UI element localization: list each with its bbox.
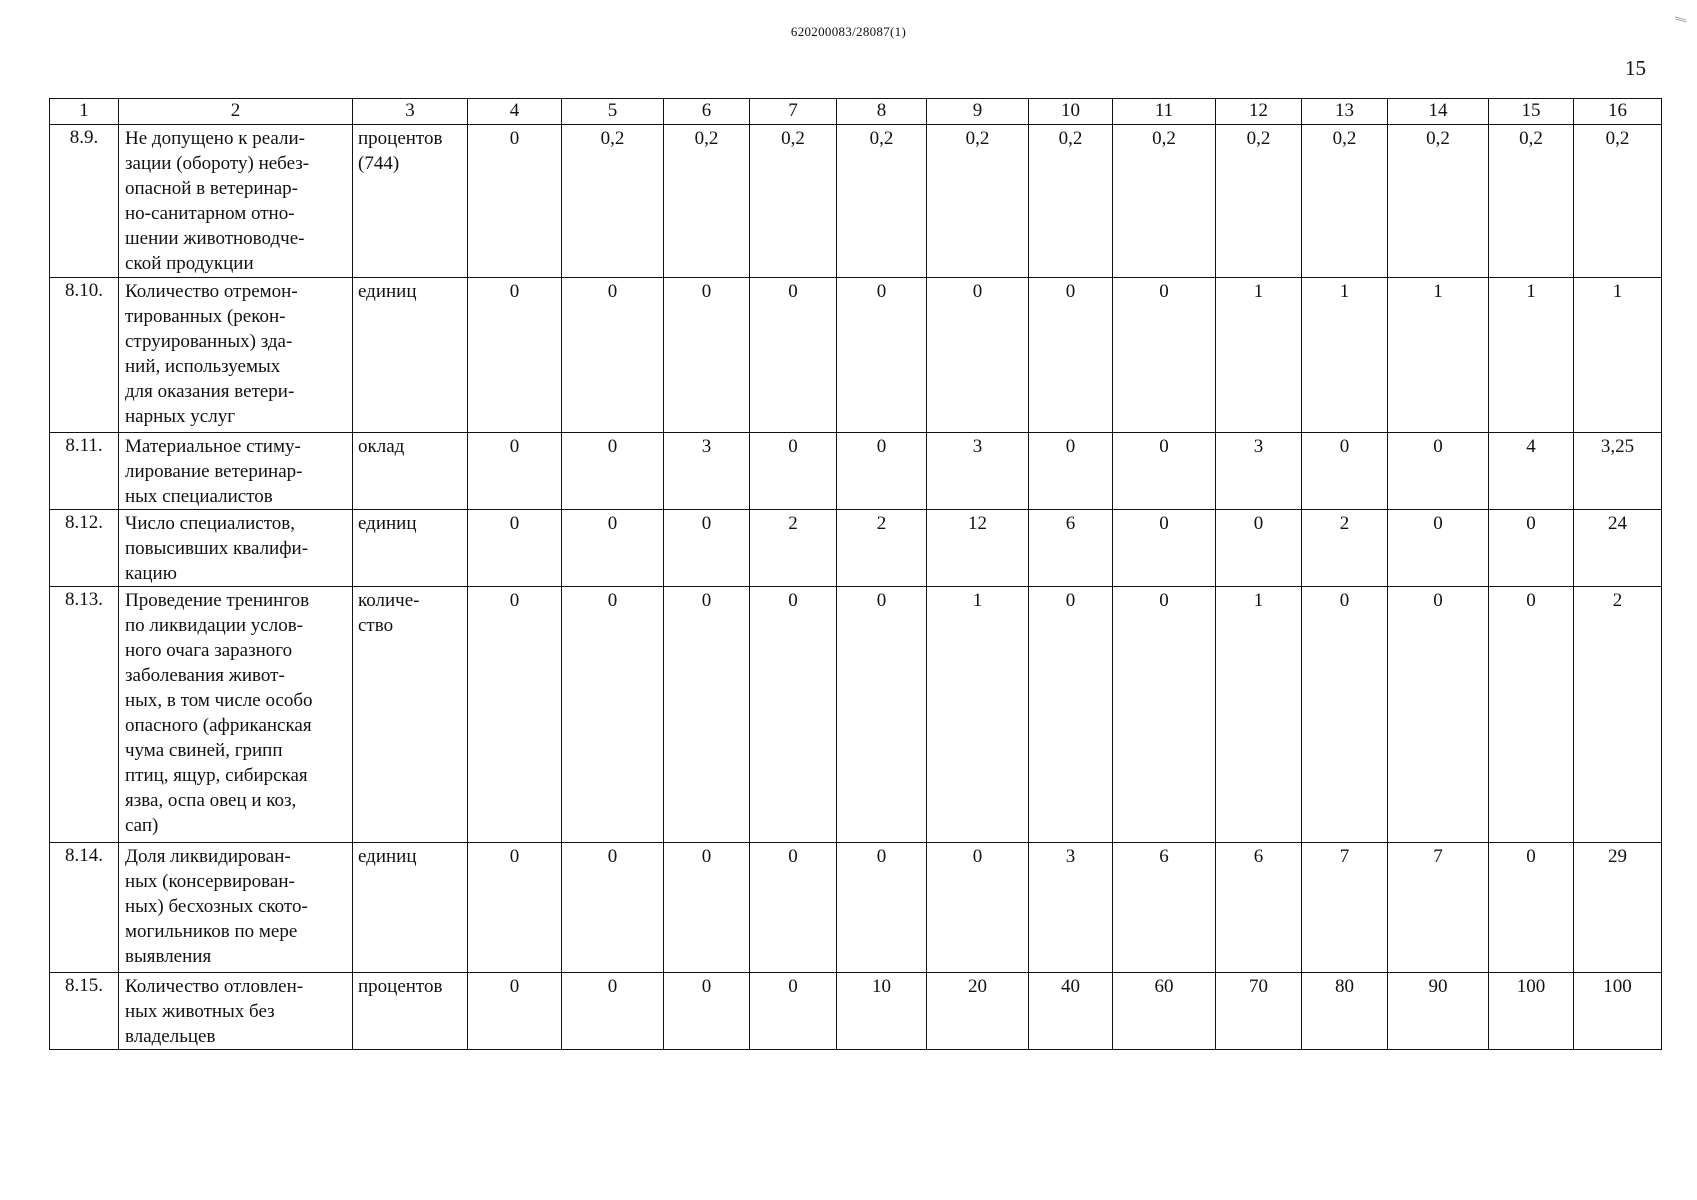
table-row	[50, 843, 1662, 973]
value-cell: 3	[927, 433, 1029, 510]
value-cell: 2	[1574, 587, 1662, 843]
value-cell: 0,2	[1574, 125, 1662, 278]
value-cell: 0	[750, 587, 837, 843]
value-cell: 0	[664, 843, 750, 973]
column-header: 10	[1029, 99, 1113, 125]
value-cell: 0	[562, 587, 664, 843]
value-cell: 0	[837, 843, 927, 973]
corner-scan-mark: ⁄⁄	[1671, 15, 1688, 25]
value-cell: 2	[837, 510, 927, 587]
value-cell: 24	[1574, 510, 1662, 587]
value-cell: 0,2	[1216, 125, 1302, 278]
value-cell: 0,2	[837, 125, 927, 278]
value-cell: 3,25	[1574, 433, 1662, 510]
column-number-header-row	[50, 99, 1662, 125]
value-cell: 0,2	[1029, 125, 1113, 278]
value-cell: 0	[664, 587, 750, 843]
value-cell: 80	[1302, 973, 1388, 1050]
row-number-cell: 8.12.	[50, 510, 119, 587]
value-cell: 0	[1388, 587, 1489, 843]
value-cell: 6	[1029, 510, 1113, 587]
row-number-cell: 8.14.	[50, 843, 119, 973]
value-cell: 0	[664, 278, 750, 433]
value-cell: 0	[837, 278, 927, 433]
value-cell: 1	[1489, 278, 1574, 433]
unit-cell: процентов	[353, 973, 468, 1050]
value-cell: 0,2	[1388, 125, 1489, 278]
value-cell: 0,2	[1113, 125, 1216, 278]
indicator-name-cell: Число специалистов, повысивших квалифи- кацию	[119, 510, 353, 587]
unit-cell: оклад	[353, 433, 468, 510]
indicator-name-cell: Доля ликвидирован- ных (консервирован- ных) бесхозных ското- могильников по мере выявления	[119, 843, 353, 973]
value-cell: 1	[1216, 587, 1302, 843]
value-cell: 0	[468, 433, 562, 510]
value-cell: 40	[1029, 973, 1113, 1050]
value-cell: 3	[1216, 433, 1302, 510]
value-cell: 0	[1388, 510, 1489, 587]
value-cell: 0	[562, 973, 664, 1050]
value-cell: 0	[468, 510, 562, 587]
unit-cell: единиц	[353, 843, 468, 973]
column-header: 11	[1113, 99, 1216, 125]
value-cell: 0,2	[927, 125, 1029, 278]
value-cell: 1	[1574, 278, 1662, 433]
value-cell: 3	[1029, 843, 1113, 973]
value-cell: 0	[1388, 433, 1489, 510]
value-cell: 0	[1113, 278, 1216, 433]
value-cell: 0	[562, 843, 664, 973]
row-number-cell: 8.9.	[50, 125, 119, 278]
value-cell: 2	[1302, 510, 1388, 587]
value-cell: 3	[664, 433, 750, 510]
value-cell: 0	[664, 973, 750, 1050]
value-cell: 0	[664, 510, 750, 587]
value-cell: 70	[1216, 973, 1302, 1050]
table-row	[50, 973, 1662, 1050]
page-number: 15	[1625, 56, 1646, 80]
table-row	[50, 278, 1662, 433]
unit-cell: процентов (744)	[353, 125, 468, 278]
value-cell: 4	[1489, 433, 1574, 510]
document-id: 620200083/28087(1)	[790, 24, 907, 39]
unit-cell: единиц	[353, 278, 468, 433]
indicator-name-cell: Количество отремон- тированных (рекон- струированных) зда- ний, используемых для оказания ветери- нарных услуг	[119, 278, 353, 433]
value-cell: 0	[837, 433, 927, 510]
value-cell: 0	[562, 278, 664, 433]
column-header: 9	[927, 99, 1029, 125]
value-cell: 6	[1113, 843, 1216, 973]
row-number-cell: 8.13.	[50, 587, 119, 843]
row-number-cell: 8.10.	[50, 278, 119, 433]
value-cell: 0,2	[1489, 125, 1574, 278]
value-cell: 0	[750, 843, 837, 973]
value-cell: 0	[562, 433, 664, 510]
value-cell: 0,2	[750, 125, 837, 278]
value-cell: 90	[1388, 973, 1489, 1050]
value-cell: 0	[750, 278, 837, 433]
value-cell: 0	[1113, 433, 1216, 510]
column-header: 3	[353, 99, 468, 125]
column-header: 7	[750, 99, 837, 125]
value-cell: 1	[1388, 278, 1489, 433]
value-cell: 0	[1302, 433, 1388, 510]
value-cell: 0	[1029, 587, 1113, 843]
value-cell: 0	[927, 278, 1029, 433]
value-cell: 0	[562, 510, 664, 587]
column-header: 5	[562, 99, 664, 125]
value-cell: 0	[1489, 843, 1574, 973]
value-cell: 1	[927, 587, 1029, 843]
value-cell: 2	[750, 510, 837, 587]
table-row	[50, 125, 1662, 278]
value-cell: 0	[468, 587, 562, 843]
value-cell: 20	[927, 973, 1029, 1050]
indicator-name-cell: Количество отловлен- ных животных без владельцев	[119, 973, 353, 1050]
value-cell: 0	[1489, 510, 1574, 587]
value-cell: 0	[1489, 587, 1574, 843]
column-header: 15	[1489, 99, 1574, 125]
value-cell: 0	[750, 433, 837, 510]
column-header: 8	[837, 99, 927, 125]
row-number-cell: 8.11.	[50, 433, 119, 510]
value-cell: 0	[750, 973, 837, 1050]
value-cell: 29	[1574, 843, 1662, 973]
value-cell: 0,2	[1302, 125, 1388, 278]
indicator-name-cell: Материальное стиму- лирование ветеринар- ных специалистов	[119, 433, 353, 510]
value-cell: 10	[837, 973, 927, 1050]
value-cell: 12	[927, 510, 1029, 587]
value-cell: 0	[1216, 510, 1302, 587]
value-cell: 7	[1302, 843, 1388, 973]
unit-cell: единиц	[353, 510, 468, 587]
column-header: 1	[50, 99, 119, 125]
column-header: 12	[1216, 99, 1302, 125]
value-cell: 0	[468, 973, 562, 1050]
indicator-name-cell: Проведение тренингов по ликвидации услов- ного очага заразного заболевания живот- ных, в том числе особо опасного (африканская чума свиней, грипп птиц, ящур, сибирская язва, оспа овец и коз, сап)	[119, 587, 353, 843]
value-cell: 0	[837, 587, 927, 843]
value-cell: 0,2	[664, 125, 750, 278]
value-cell: 0	[468, 125, 562, 278]
row-number-cell: 8.15.	[50, 973, 119, 1050]
value-cell: 0	[1302, 587, 1388, 843]
value-cell: 1	[1302, 278, 1388, 433]
value-cell: 100	[1574, 973, 1662, 1050]
column-header: 14	[1388, 99, 1489, 125]
column-header: 13	[1302, 99, 1388, 125]
value-cell: 0	[468, 843, 562, 973]
value-cell: 100	[1489, 973, 1574, 1050]
table-row	[50, 433, 1662, 510]
column-header: 6	[664, 99, 750, 125]
value-cell: 60	[1113, 973, 1216, 1050]
value-cell: 0	[1029, 278, 1113, 433]
table-row	[50, 510, 1662, 587]
value-cell: 0	[927, 843, 1029, 973]
indicator-name-cell: Не допущено к реали- зации (обороту) небез- опасной в ветеринар- но-санитарном отно- шении животноводче- ской продукции	[119, 125, 353, 278]
column-header: 2	[119, 99, 353, 125]
indicators-table	[49, 98, 1662, 1050]
value-cell: 0	[468, 278, 562, 433]
value-cell: 0,2	[562, 125, 664, 278]
unit-cell: количе- ство	[353, 587, 468, 843]
value-cell: 0	[1113, 587, 1216, 843]
value-cell: 0	[1029, 433, 1113, 510]
table-row	[50, 587, 1662, 843]
value-cell: 7	[1388, 843, 1489, 973]
value-cell: 6	[1216, 843, 1302, 973]
value-cell: 0	[1113, 510, 1216, 587]
value-cell: 1	[1216, 278, 1302, 433]
column-header: 4	[468, 99, 562, 125]
column-header: 16	[1574, 99, 1662, 125]
